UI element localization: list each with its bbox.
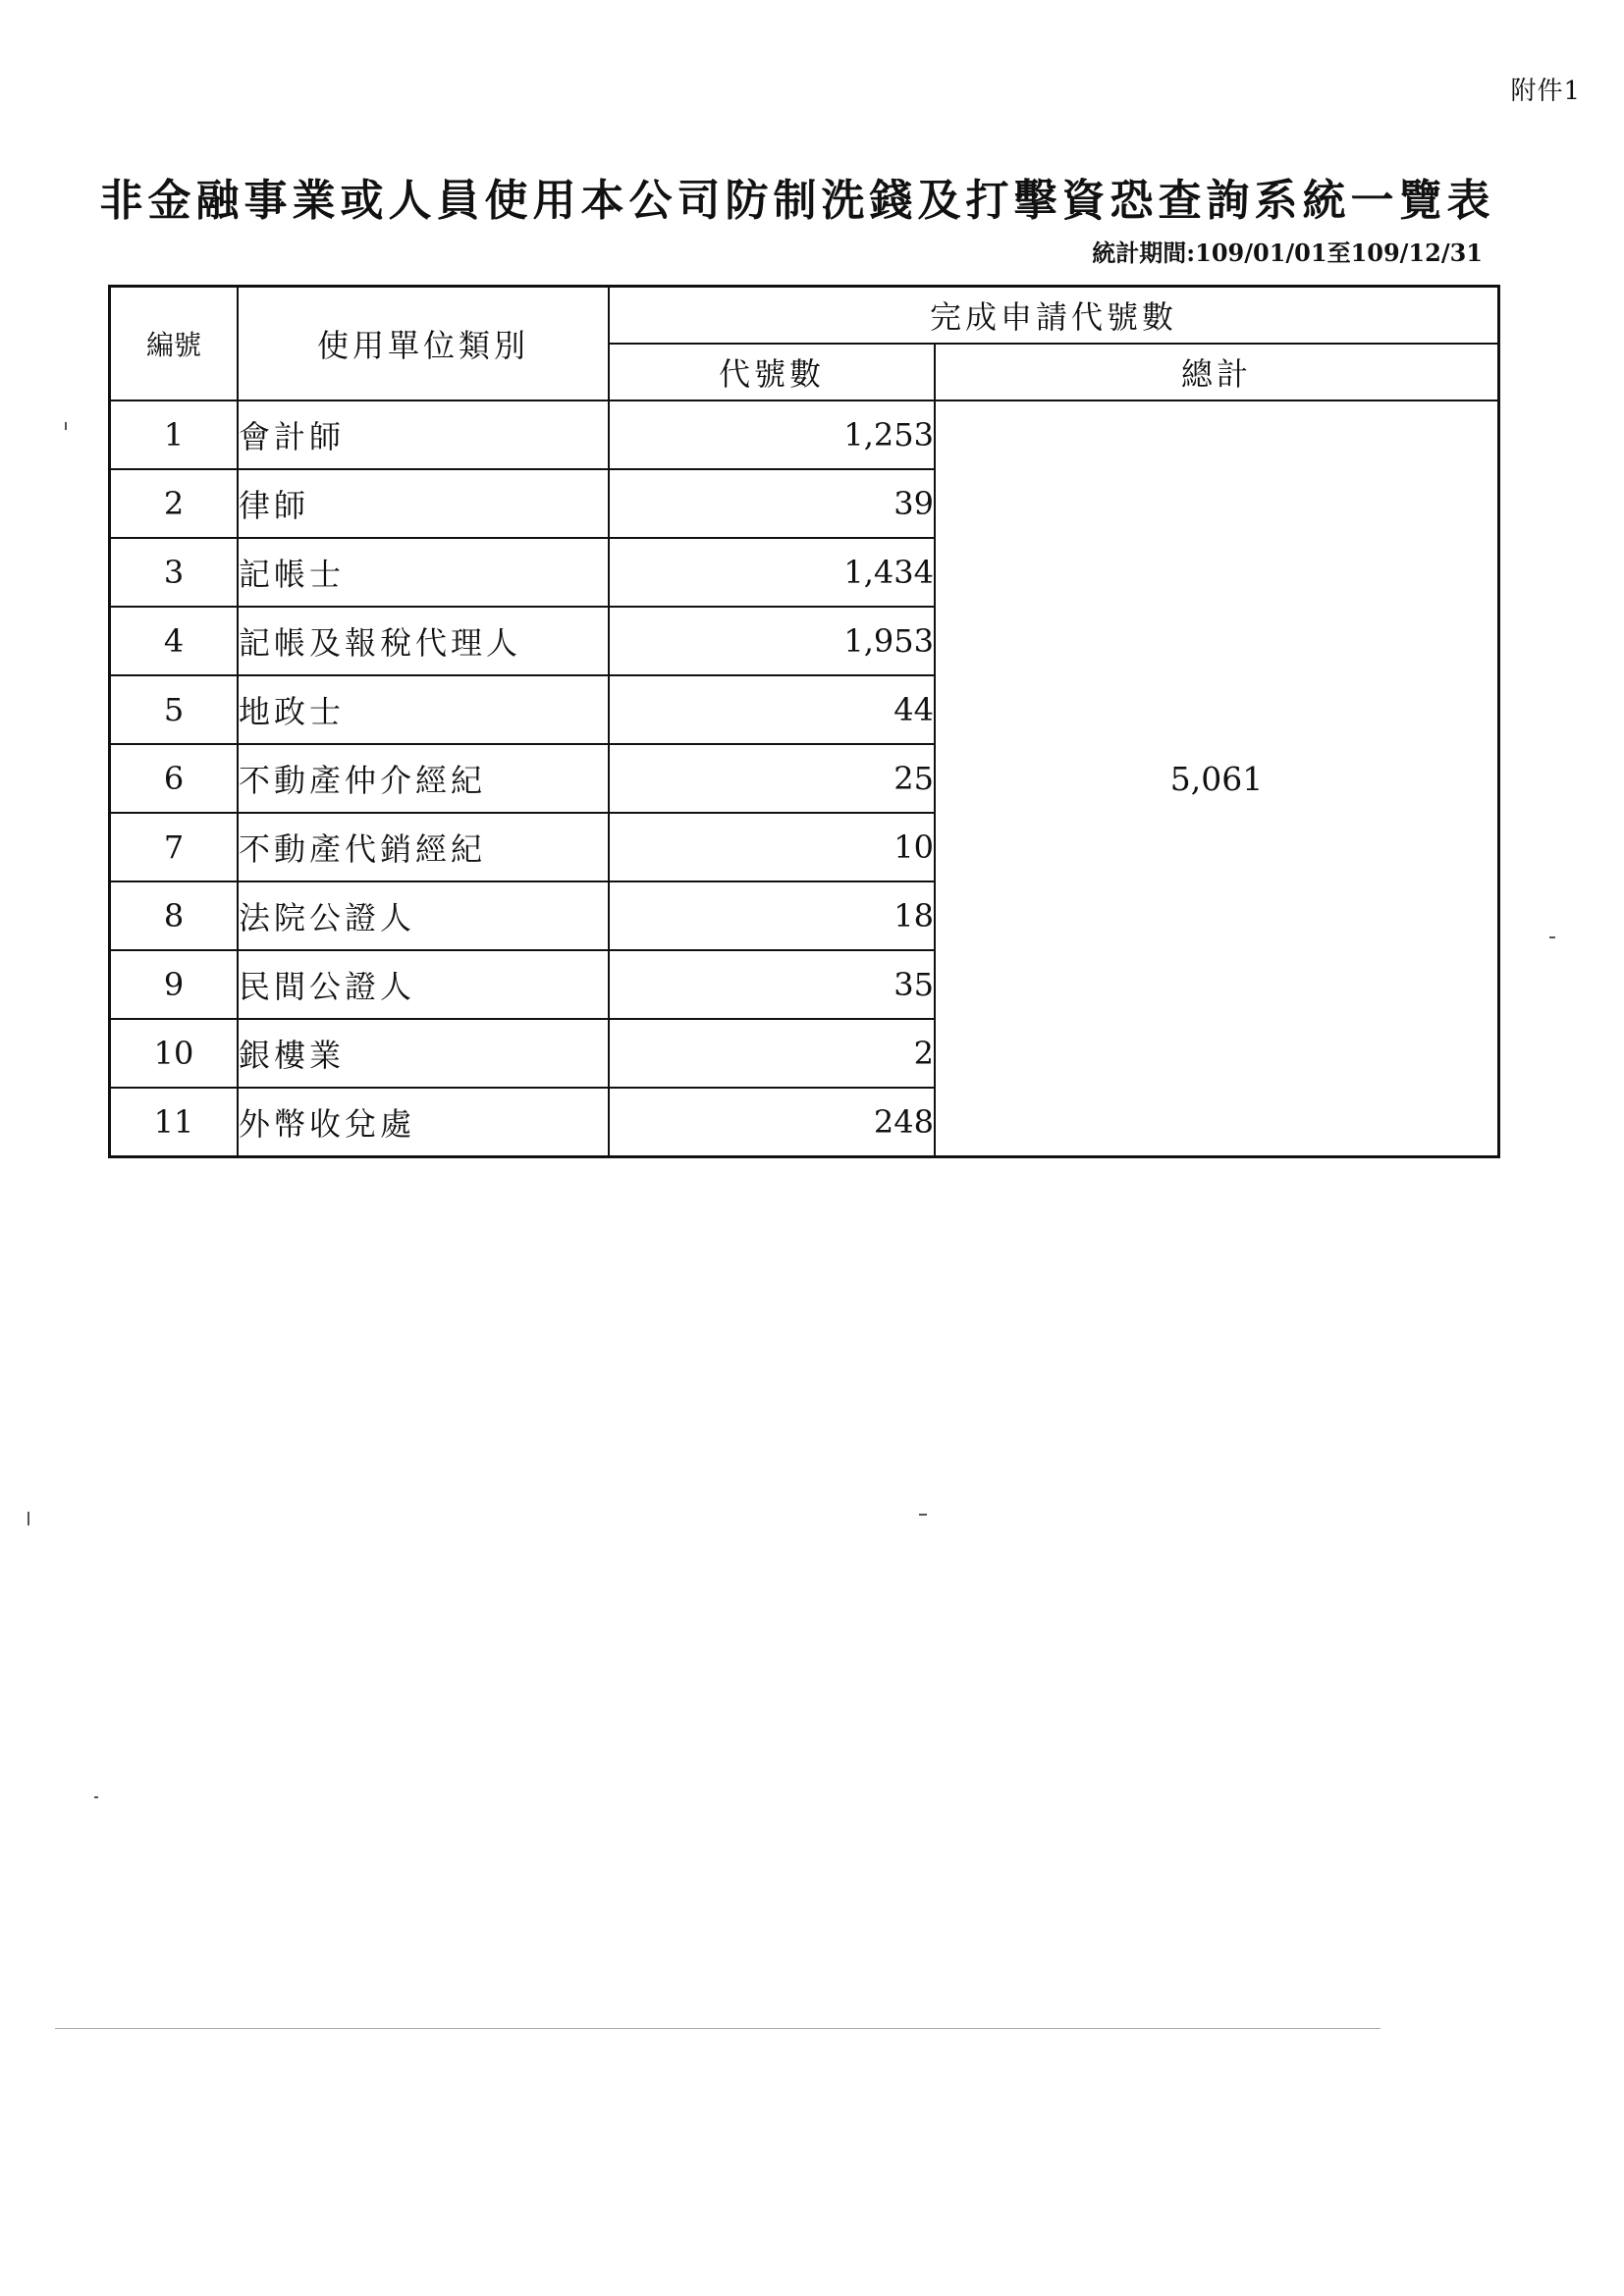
row-number: 11 xyxy=(110,1088,239,1157)
row-code-count: 44 xyxy=(609,675,935,744)
row-number: 3 xyxy=(110,538,239,607)
row-unit-type: 民間公證人 xyxy=(238,950,609,1019)
header-no: 編號 xyxy=(110,287,239,401)
row-unit-type: 地政士 xyxy=(238,675,609,744)
table-body xyxy=(110,400,1499,1157)
usage-table xyxy=(108,285,1500,1158)
scan-speck xyxy=(27,1512,29,1525)
row-unit-type: 記帳士 xyxy=(238,538,609,607)
row-unit-type: 記帳及報稅代理人 xyxy=(238,607,609,675)
row-code-count: 39 xyxy=(609,469,935,538)
row-number: 8 xyxy=(110,881,239,950)
row-number: 1 xyxy=(110,400,239,469)
row-unit-type: 會計師 xyxy=(238,400,609,469)
row-unit-type: 不動產代銷經紀 xyxy=(238,813,609,881)
row-number: 6 xyxy=(110,744,239,813)
row-number: 9 xyxy=(110,950,239,1019)
scan-speck xyxy=(1549,936,1555,938)
attachment-label: 附件1 xyxy=(1510,77,1581,106)
grand-total: 5,061 xyxy=(935,400,1499,1157)
row-number: 4 xyxy=(110,607,239,675)
statistics-period: 統計期間:109/01/01至109/12/31 xyxy=(1092,239,1483,267)
scan-speck xyxy=(55,2028,1380,2029)
row-code-count: 25 xyxy=(609,744,935,813)
scan-speck xyxy=(94,1796,98,1798)
row-unit-type: 律師 xyxy=(238,469,609,538)
row-code-count: 2 xyxy=(609,1019,935,1088)
row-code-count: 10 xyxy=(609,813,935,881)
row-number: 5 xyxy=(110,675,239,744)
row-unit-type: 法院公證人 xyxy=(238,881,609,950)
row-code-count: 18 xyxy=(609,881,935,950)
row-unit-type: 外幣收兌處 xyxy=(238,1088,609,1157)
header-code-count: 代號數 xyxy=(609,344,935,400)
row-unit-type: 銀樓業 xyxy=(238,1019,609,1088)
row-number: 7 xyxy=(110,813,239,881)
header-completed-codes: 完成申請代號數 xyxy=(609,287,1499,345)
scan-speck xyxy=(65,422,67,430)
row-code-count: 1,434 xyxy=(609,538,935,607)
row-number: 2 xyxy=(110,469,239,538)
scan-speck xyxy=(919,1514,927,1516)
row-unit-type: 不動產仲介經紀 xyxy=(238,744,609,813)
row-code-count: 248 xyxy=(609,1088,935,1157)
header-unit-type: 使用單位類別 xyxy=(238,287,609,401)
table-row xyxy=(110,400,1499,469)
header-total: 總計 xyxy=(935,344,1499,400)
row-number: 10 xyxy=(110,1019,239,1088)
document-title: 非金融事業或人員使用本公司防制洗錢及打擊資恐查詢系統一覽表 xyxy=(99,176,1495,226)
row-code-count: 35 xyxy=(609,950,935,1019)
row-code-count: 1,953 xyxy=(609,607,935,675)
row-code-count: 1,253 xyxy=(609,400,935,469)
